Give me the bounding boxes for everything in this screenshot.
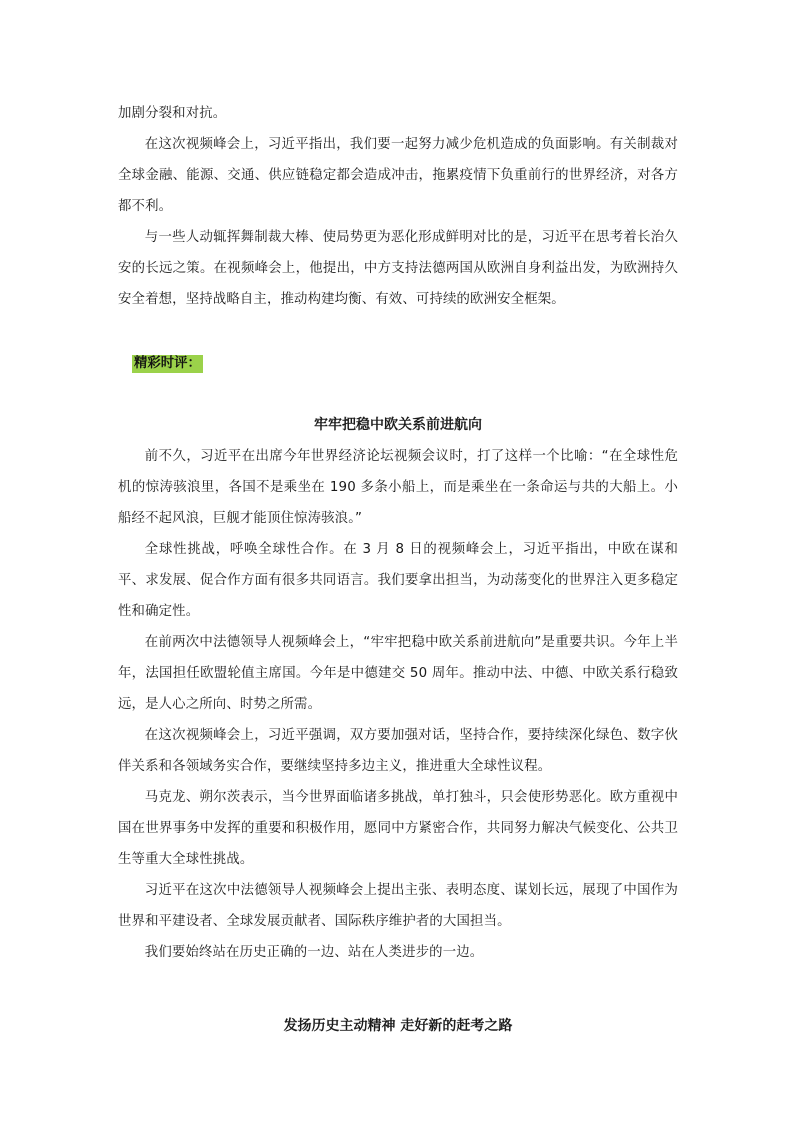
paragraph-opening-3: 与一些人动辄挥舞制裁大棒、使局势更为恶化形成鲜明对比的是，习近平在思考着长治久安的长远之策。在视频峰会上，他提出，中方支持法德两国从欧洲自身利益出发，为欧洲持久安全着想，坚持战略自主，推动构建均衡、有效、可持续的欧洲安全框架。	[118, 230, 678, 307]
article-paragraph: 习近平在这次中法德领导人视频峰会上提出主张、表明态度、谋划长远，展现了中国作为世界和平建设者、全球发展贡献者、国际秩序维护者的大国担当。	[118, 883, 678, 929]
article-paragraph: 全球性挑战，呼唤全球性合作。在 3 月 8 日的视频峰会上，习近平指出，中欧在谋和平、求发展、促合作方面有很多共同语言。我们要拿出担当，为动荡变化的世界注入更多稳定性和确定性。	[118, 542, 678, 619]
article-paragraph: 我们要始终站在历史正确的一边、站在人类进步的一边。	[144, 945, 484, 960]
article-paragraph: 在前两次中法德领导人视频峰会上，“牢牢把稳中欧关系前进航向”是重要共识。今年上半年，法国担任欧盟轮值主席国。今年是中德建交 50 周年。推动中法、中德、中欧关系行稳致远，是人心之所向、时势之所需。	[118, 635, 678, 712]
article-paragraph: 前不久，习近平在出席今年世界经济论坛视频会议时，打了这样一个比喻：“在全球性危机的惊涛骇浪里，各国不是乘坐在 190 多条小船上，而是乘坐在一条命运与共的大船上。小船经不起风浪，巨舰才能顶住惊涛骇浪。”	[118, 449, 678, 526]
article-title: 牢牢把稳中欧关系前进航向	[314, 417, 482, 433]
spacer	[118, 315, 678, 346]
paragraph-opening-1: 加剧分裂和对抗。	[118, 106, 227, 121]
tag-line	[118, 346, 678, 377]
article-paragraph: 在这次视频峰会上，习近平强调，双方要加强对话，坚持合作，要持续深化绿色、数字伙伴关系和各领域务实合作，要继续坚持多边主义，推进重大全球性议程。	[118, 728, 678, 774]
commentary-tag: 精彩时评：	[134, 356, 201, 371]
paragraph-opening-2: 在这次视频峰会上，习近平指出，我们要一起努力减少危机造成的负面影响。有关制裁对全球金融、能源、交通、供应链稳定都会造成冲击，拖累疫情下负重前行的世界经济，对各方都不利。	[118, 137, 678, 214]
spacer	[118, 968, 678, 1011]
article-paragraph: 马克龙、朔尔茨表示，当今世界面临诸多挑战，单打独斗，只会使形势恶化。欧方重视中国在世界事务中发挥的重要和积极作用，愿同中方紧密合作，共同努力解决气候变化、公共卫生等重大全球性挑战。	[118, 790, 678, 867]
spacer	[118, 377, 678, 410]
next-article-title: 发扬历史主动精神 走好新的赶考之路	[283, 1018, 513, 1034]
document-page	[118, 98, 678, 1042]
